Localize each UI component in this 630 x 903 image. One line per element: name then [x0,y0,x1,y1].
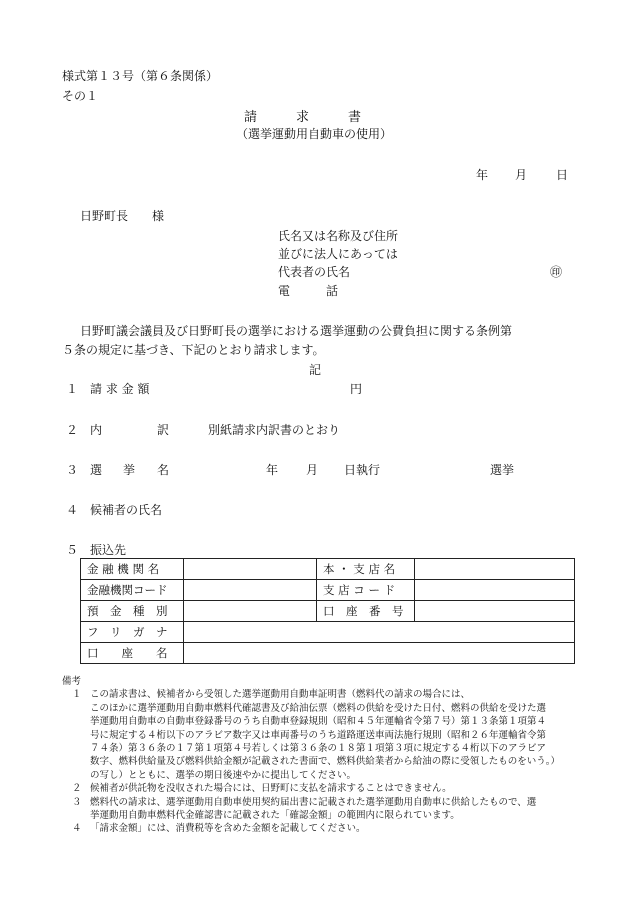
note-text [90,796,582,823]
item5-label: 振込先 [90,543,127,557]
body-line2: ５条の規定に基づき、下記のとおり請求します。 [62,343,325,357]
note-line: 号に規定する４桁以下のアラビア数字又は車両番号のうち道路運送車両法施行規則（昭和２６年運輸省令第 [90,729,547,741]
deposit-type-field[interactable] [184,601,317,622]
deposit-type-label: 預 金 種 別 [81,601,184,622]
table-row [81,601,575,622]
item5-number: ５ [66,543,79,557]
branch-code-field[interactable] [415,580,575,601]
item3-number: ３ [66,463,79,477]
item3-year: 年 [266,463,279,477]
branch-name-field[interactable] [415,559,575,580]
account-number-label: 口 座 番 号 [317,601,415,622]
item3-label-b: 挙 [123,463,136,477]
furigana-label: フ リ ガ ナ [81,622,184,643]
table-row [81,643,575,664]
item3-label-c: 名 [157,463,170,477]
applicant-line1: 氏名又は名称及び住所 [278,229,399,243]
item3-label-a: 選 [90,463,103,477]
bank-name-label: 金 融 機 関 名 [81,559,184,580]
form-subtitle: （選挙運動用自動車の使用） [236,127,393,141]
note-line: 挙運動用自動車燃料代金確認書に記載された「確認金額」の範囲内に限られています。 [90,810,460,822]
note-text [90,688,582,782]
ki-label: 記 [309,363,322,377]
note-line: 数字、燃料供給量及び燃料供給金額が記載された書面で、燃料供給業者から給油の際に受領したものをいう。） [90,756,561,768]
applicant-phone: 電 話 [278,284,339,298]
note-text: 「請求金額」には、消費税等を含めた金額を記載してください。 [90,823,366,835]
bank-code-field[interactable] [184,580,317,601]
note-number: ４ [72,823,82,835]
note-line: の写し）とともに、選挙の期日後速やかに提出してください。 [90,769,357,781]
item4-label: 候補者の氏名 [90,503,163,517]
account-number-field[interactable] [415,601,575,622]
notes-heading: 備考 [62,676,82,687]
item1-number: １ [66,382,79,396]
account-name-field[interactable] [184,643,575,664]
note-line: この請求書は、候補者から受領した選挙運動用自動車証明書（燃料代の請求の場合には、 [90,689,471,701]
furigana-field[interactable] [184,622,575,643]
note-item-1 [62,688,582,782]
table-row [81,622,575,643]
note-item-3 [62,796,582,823]
addressee: 日野町長 様 [80,209,165,223]
item2-number: ２ [66,423,79,437]
note-line: 挙運動用自動車の自動車登録番号のうち自動車登録規則（昭和４５年運輸省令第７号）第１３条第１項第４ [90,716,547,728]
branch-name-label: 本 ・ 支 店 名 [317,559,415,580]
branch-code-label: 支 店 コ ー ド [317,580,415,601]
note-text: 候補者が供託物を没収された場合には、日野町に支払を請求することはできません。 [90,783,452,795]
applicant-line3: 代表者の氏名 [278,265,351,279]
item3-day: 日執行 [344,463,381,477]
bank-name-field[interactable] [184,559,317,580]
form-number: 様式第１３号（第６条関係） [62,69,219,83]
note-number: ３ [72,796,82,808]
note-line: 燃料代の請求は、選挙運動用自動車使用契約届出書に記載された選挙運動用自動車に供給したもので、選 [90,796,537,808]
seal-mark: ㊞ [550,265,563,279]
bank-code-label: 金融機関コード [81,580,184,601]
item4-number: ４ [66,503,79,517]
notes-section [62,675,582,836]
item3-month: 月 [306,463,319,477]
form-sub-number: その１ [62,89,99,103]
item1-unit: 円 [350,382,363,396]
date-month: 月 [515,168,528,182]
note-number: １ [72,689,82,701]
note-line: このほかに選挙運動用自動車燃料代確認書及び給油伝票（燃料の供給を受けた日付、燃料の供給を受けた選 [90,702,547,714]
note-item-2 [62,782,582,795]
body-line1: 日野町議会議員及び日野町長の選挙における選挙運動の公費負担に関する条例第 [80,324,513,338]
item1-label: 請 求 金 額 [90,382,150,396]
note-number: ２ [72,783,82,795]
item2-label-a: 内 [90,423,103,437]
note-line: ７４条）第３６条の１７第１項第４号若しくは第３６条の１８第１項第３項に規定する４桁以下のアラビア [90,743,547,755]
date-day: 日 [556,168,569,182]
account-name-label: 口 座 名 [81,643,184,664]
item3-suffix: 選挙 [490,463,515,477]
bank-transfer-table [80,558,575,664]
date-year: 年 [476,168,489,182]
table-row [81,580,575,601]
applicant-line2: 並びに法人にあっては [278,247,398,261]
note-item-4 [62,822,582,835]
item2-value: 別紙請求内訳書のとおり [208,423,341,437]
item2-label-b: 訳 [157,423,170,437]
table-row [81,559,575,580]
form-title: 請 求 書 [244,110,362,125]
